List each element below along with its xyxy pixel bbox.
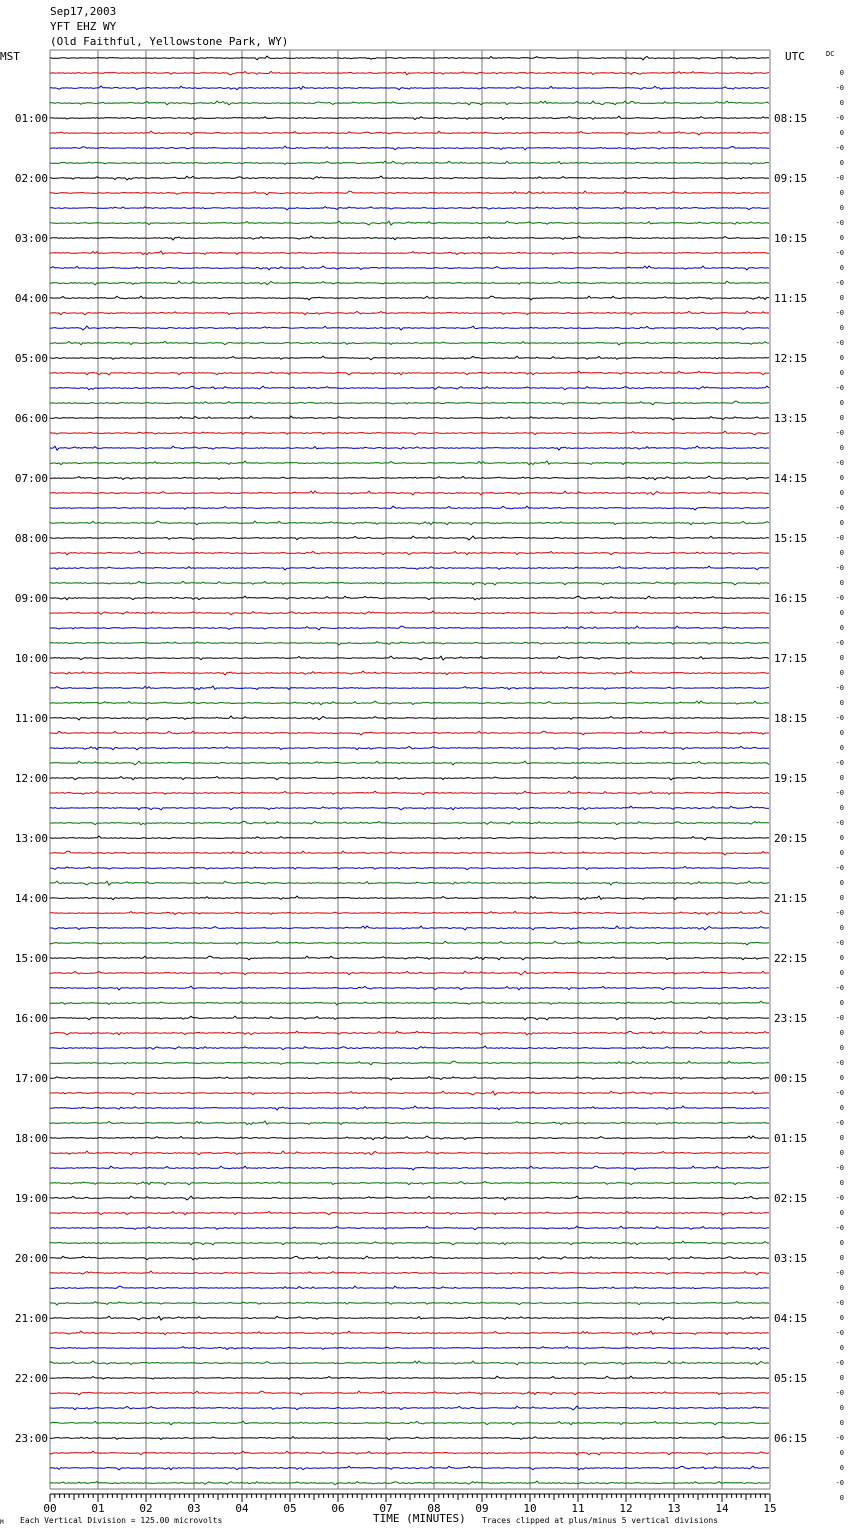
trace-line <box>50 446 769 450</box>
mst-hour-label: 05:00 <box>14 352 48 365</box>
dc-offset-value: -0 <box>835 1089 844 1097</box>
dc-offset-value: 0 <box>839 399 844 407</box>
dc-offset-value: 0 <box>839 414 844 422</box>
trace-line <box>50 431 769 435</box>
trace-line <box>50 1061 769 1065</box>
dc-offset-value: 0 <box>839 699 844 707</box>
trace-line <box>50 1106 769 1110</box>
trace-line <box>50 491 769 495</box>
trace-line <box>50 896 769 900</box>
dc-offset-value: 0 <box>839 729 844 737</box>
dc-offset-value: 0 <box>839 474 844 482</box>
x-tick-label: 02 <box>139 1502 153 1515</box>
dc-offset-value: -0 <box>835 1224 844 1232</box>
trace-line <box>50 386 769 390</box>
dc-offset-value: 0 <box>839 1149 844 1157</box>
trace-line <box>50 1301 769 1304</box>
trace-line <box>50 131 769 135</box>
dc-offset-value: -0 <box>835 759 844 767</box>
dc-offset-value: -0 <box>835 1194 844 1202</box>
utc-hour-label: 20:15 <box>774 832 808 845</box>
dc-offset-value: 0 <box>839 669 844 677</box>
dc-offset-value: 0 <box>839 1044 844 1052</box>
trace-line <box>50 146 769 150</box>
trace-line <box>50 207 769 210</box>
x-tick-label: 11 <box>571 1502 585 1515</box>
trace-line <box>50 266 769 270</box>
trace-line <box>50 986 769 990</box>
dc-offset-value: 0 <box>839 1284 844 1292</box>
dc-offset-value: 0 <box>839 549 844 557</box>
trace-line <box>50 1466 769 1470</box>
trace-line <box>50 1316 769 1320</box>
dc-offset-value: -0 <box>835 1299 844 1307</box>
dc-offset-value: 0 <box>839 579 844 587</box>
dc-offset-value: 0 <box>839 1029 844 1037</box>
dc-offset-value: 0 <box>839 489 844 497</box>
mst-hour-label: 23:00 <box>14 1432 48 1445</box>
trace-line <box>50 806 769 810</box>
dc-offset-value: 0 <box>839 954 844 962</box>
mst-hour-label: 01:00 <box>14 112 48 125</box>
trace-line <box>50 1226 769 1230</box>
trace-line <box>50 1361 769 1365</box>
trace-line <box>50 1121 769 1125</box>
dc-offset-value: -0 <box>835 639 844 647</box>
x-tick-label: 06 <box>331 1502 345 1515</box>
dc-offset-value: 0 <box>839 1134 844 1142</box>
dc-offset-value: 0 <box>839 924 844 932</box>
utc-hour-label: 12:15 <box>774 352 808 365</box>
dc-offset-value: 0 <box>839 519 844 527</box>
clip-note: Traces clipped at plus/minus 5 vertical divisions <box>482 1516 719 1525</box>
dc-offset-value: -0 <box>835 429 844 437</box>
mst-hour-label: 16:00 <box>14 1012 48 1025</box>
utc-hour-label: 02:15 <box>774 1192 808 1205</box>
dc-offset-value: -0 <box>835 819 844 827</box>
x-tick-label: 01 <box>91 1502 105 1515</box>
dc-offset-value: 0 <box>839 1074 844 1082</box>
trace-line <box>50 1421 769 1425</box>
dc-offset-value: 0 <box>839 849 844 857</box>
mst-hour-label: 13:00 <box>14 832 48 845</box>
utc-hour-label: 21:15 <box>774 892 808 905</box>
dc-offset-value: 0 <box>839 294 844 302</box>
trace-line <box>50 716 769 720</box>
trace-line <box>50 1001 769 1005</box>
utc-hour-label: 18:15 <box>774 712 808 725</box>
utc-hour-label: 00:15 <box>774 1072 808 1085</box>
dc-offset-value: 0 <box>839 804 844 812</box>
trace-line <box>50 536 769 540</box>
dc-offset-value: -0 <box>835 1479 844 1487</box>
trace-line <box>50 1136 769 1140</box>
dc-offset-value: -0 <box>835 864 844 872</box>
trace-line <box>50 311 769 315</box>
dc-offset-value: -0 <box>835 534 844 542</box>
dc-label: DC <box>826 50 835 58</box>
mst-hour-label: 11:00 <box>14 712 48 725</box>
dc-offset-value: 0 <box>839 1404 844 1412</box>
trace-line <box>50 101 769 105</box>
dc-offset-value: 0 <box>839 129 844 137</box>
dc-offset-value: -0 <box>835 594 844 602</box>
trace-line <box>50 821 769 825</box>
trace-line <box>50 926 769 930</box>
trace-line <box>50 656 769 660</box>
trace-line <box>50 1211 769 1214</box>
dc-offset-value: -0 <box>835 279 844 287</box>
dc-offset-value: -0 <box>835 1389 844 1397</box>
x-axis-title: TIME (MINUTES) <box>373 1512 466 1525</box>
dc-offset-value: 0 <box>839 1314 844 1322</box>
dc-offset-value: -0 <box>835 1014 844 1022</box>
dc-offset-value: -0 <box>835 144 844 152</box>
dc-offset-value: -0 <box>835 339 844 347</box>
utc-hour-label: 04:15 <box>774 1312 808 1325</box>
trace-line <box>50 1077 769 1080</box>
x-tick-label: 10 <box>523 1502 537 1515</box>
trace-line <box>50 671 769 675</box>
x-tick-label: 15 <box>763 1502 777 1515</box>
station-code: YFT EHZ WY <box>50 20 117 33</box>
dc-offset-value: 0 <box>839 1104 844 1112</box>
dc-offset-value: -0 <box>835 1164 844 1172</box>
trace-line <box>50 56 769 60</box>
trace-line <box>50 566 769 570</box>
trace-line <box>50 1046 769 1050</box>
mst-hour-label: 20:00 <box>14 1252 48 1265</box>
dc-offset-value: 0 <box>839 624 844 632</box>
left-zone-label: MST <box>0 50 20 63</box>
trace-line <box>50 356 769 360</box>
dc-offset-value: 0 <box>839 834 844 842</box>
dc-offset-value: 0 <box>839 609 844 617</box>
right-zone-label: UTC <box>785 50 805 63</box>
dc-offset-value: 0 <box>839 1209 844 1217</box>
mst-hour-label: 12:00 <box>14 772 48 785</box>
mst-hour-label: 09:00 <box>14 592 48 605</box>
trace-line <box>50 866 769 869</box>
dc-offset-value: 0 <box>839 99 844 107</box>
x-tick-label: 04 <box>235 1502 249 1515</box>
dc-offset-value: 0 <box>839 1419 844 1427</box>
dc-offset-value: 0 <box>839 189 844 197</box>
trace-line <box>50 761 769 765</box>
trace-line <box>50 836 769 840</box>
trace-line <box>50 1151 769 1155</box>
trace-line <box>50 956 769 960</box>
dc-offset-value: -0 <box>835 1269 844 1277</box>
trace-line <box>50 851 769 855</box>
dc-offset-value: 0 <box>839 894 844 902</box>
trace-line <box>50 1391 769 1395</box>
dc-offset-value: 0 <box>839 999 844 1007</box>
dc-offset-value: -0 <box>835 459 844 467</box>
trace-line <box>50 176 769 180</box>
dc-offset-value: -0 <box>835 1329 844 1337</box>
utc-hour-label: 19:15 <box>774 772 808 785</box>
mst-hour-label: 07:00 <box>14 472 48 485</box>
dc-offset-value: 0 <box>839 369 844 377</box>
trace-line <box>50 1481 769 1485</box>
trace-line <box>50 341 769 344</box>
dc-offset-value: 0 <box>839 744 844 752</box>
x-tick-label: 13 <box>667 1502 681 1515</box>
trace-line <box>50 416 769 420</box>
corner-mark: M <box>0 1519 4 1526</box>
dc-offset-value: 0 <box>839 159 844 167</box>
mst-hour-label: 19:00 <box>14 1192 48 1205</box>
trace-line <box>50 71 769 74</box>
dc-offset-value: 0 <box>839 1374 844 1382</box>
utc-hour-label: 15:15 <box>774 532 808 545</box>
trace-line <box>50 1241 769 1245</box>
record-date: Sep17,2003 <box>50 5 117 18</box>
trace-line <box>50 1451 769 1455</box>
trace-line <box>50 521 769 525</box>
trace-line <box>50 116 769 119</box>
dc-offset-value: -0 <box>835 84 844 92</box>
trace-line <box>50 941 769 945</box>
mst-hour-label: 10:00 <box>14 652 48 665</box>
utc-hour-label: 01:15 <box>774 1132 808 1145</box>
trace-line <box>50 746 769 749</box>
trace-line <box>50 911 769 915</box>
dc-offset-value: -0 <box>835 714 844 722</box>
dc-offset-value: -0 <box>835 684 844 692</box>
dc-offset-value: -0 <box>835 174 844 182</box>
dc-offset-value: 0 <box>839 1344 844 1352</box>
mst-hour-label: 02:00 <box>14 172 48 185</box>
mst-hour-label: 15:00 <box>14 952 48 965</box>
trace-line <box>50 626 769 630</box>
trace-line <box>50 1406 769 1410</box>
dc-offset-value: -0 <box>835 984 844 992</box>
dc-offset-value: -0 <box>835 504 844 512</box>
trace-line <box>50 971 769 975</box>
trace-line <box>50 1091 769 1095</box>
mst-hour-label: 04:00 <box>14 292 48 305</box>
trace-line <box>50 1346 769 1349</box>
dc-offset-value: 0 <box>839 654 844 662</box>
scale-note: Each Vertical Division = 125.00 microvolts <box>20 1516 223 1525</box>
x-tick-label: 08 <box>427 1502 441 1515</box>
mst-hour-label: 21:00 <box>14 1312 48 1325</box>
utc-hour-label: 16:15 <box>774 592 808 605</box>
mst-hour-label: 08:00 <box>14 532 48 545</box>
utc-hour-label: 11:15 <box>774 292 808 305</box>
dc-offset-value: 0 <box>839 879 844 887</box>
trace-line <box>50 1181 769 1184</box>
dc-offset-value: -0 <box>835 1434 844 1442</box>
dc-offset-value: -0 <box>835 564 844 572</box>
trace-line <box>50 221 769 225</box>
trace-line <box>50 1436 769 1439</box>
utc-hour-label: 09:15 <box>774 172 808 185</box>
x-tick-label: 05 <box>283 1502 297 1515</box>
dc-offset-value: 0 <box>839 1494 844 1502</box>
x-tick-label: 09 <box>475 1502 489 1515</box>
dc-offset-value: -0 <box>835 1119 844 1127</box>
trace-line <box>50 1256 769 1260</box>
dc-offset-value: -0 <box>835 939 844 947</box>
dc-offset-value: -0 <box>835 384 844 392</box>
dc-offset-value: 0 <box>839 354 844 362</box>
utc-hour-label: 03:15 <box>774 1252 808 1265</box>
utc-hour-label: 10:15 <box>774 232 808 245</box>
trace-line <box>50 611 769 615</box>
dc-offset-value: 0 <box>839 774 844 782</box>
dc-offset-value: 0 <box>839 324 844 332</box>
trace-line <box>50 881 769 885</box>
trace-line <box>50 1271 769 1275</box>
mst-hour-label: 22:00 <box>14 1372 48 1385</box>
trace-line <box>50 731 769 735</box>
trace-line <box>50 1376 769 1379</box>
dc-offset-value: 0 <box>839 444 844 452</box>
dc-offset-value: 0 <box>839 1464 844 1472</box>
dc-offset-value: 0 <box>839 1179 844 1187</box>
dc-offset-value: -0 <box>835 249 844 257</box>
mst-hour-label: 14:00 <box>14 892 48 905</box>
trace-line <box>50 701 769 705</box>
trace-line <box>50 596 769 600</box>
trace-line <box>50 776 769 779</box>
trace-line <box>50 791 769 795</box>
trace-line <box>50 191 769 195</box>
dc-offset-value: -0 <box>835 219 844 227</box>
trace-line <box>50 1331 769 1335</box>
trace-line <box>50 1166 769 1170</box>
trace-line <box>50 371 769 375</box>
trace-line <box>50 1286 769 1289</box>
x-tick-label: 14 <box>715 1502 729 1515</box>
dc-offset-value: 0 <box>839 69 844 77</box>
trace-line <box>50 1196 769 1200</box>
utc-hour-label: 06:15 <box>774 1432 808 1445</box>
dc-offset-value: -0 <box>835 789 844 797</box>
dc-offset-value: 0 <box>839 969 844 977</box>
utc-hour-label: 05:15 <box>774 1372 808 1385</box>
utc-hour-label: 14:15 <box>774 472 808 485</box>
dc-offset-value: 0 <box>839 264 844 272</box>
utc-hour-label: 17:15 <box>774 652 808 665</box>
trace-line <box>50 476 769 480</box>
trace-line <box>50 1031 769 1035</box>
dc-offset-value: 0 <box>839 204 844 212</box>
trace-line <box>50 581 769 585</box>
trace-line <box>50 401 769 405</box>
mst-hour-label: 17:00 <box>14 1072 48 1085</box>
trace-line <box>50 236 769 240</box>
trace-line <box>50 86 769 90</box>
x-tick-label: 00 <box>43 1502 57 1515</box>
mst-hour-label: 06:00 <box>14 412 48 425</box>
x-tick-label: 03 <box>187 1502 201 1515</box>
station-location: (Old Faithful, Yellowstone Park, WY) <box>50 35 289 48</box>
trace-line <box>50 1016 769 1020</box>
x-tick-label: 12 <box>619 1502 633 1515</box>
trace-line <box>50 461 769 465</box>
mst-hour-label: 18:00 <box>14 1132 48 1145</box>
trace-line <box>50 281 769 285</box>
dc-offset-value: -0 <box>835 1059 844 1067</box>
trace-line <box>50 251 769 255</box>
trace-line <box>50 686 769 690</box>
dc-offset-value: -0 <box>835 309 844 317</box>
utc-hour-label: 23:15 <box>774 1012 808 1025</box>
x-tick-label: 07 <box>379 1502 393 1515</box>
dc-offset-value: 0 <box>839 1239 844 1247</box>
trace-line <box>50 642 769 645</box>
utc-hour-label: 22:15 <box>774 952 808 965</box>
dc-offset-value: 0 <box>839 1449 844 1457</box>
dc-offset-value: 0 <box>839 234 844 242</box>
trace-line <box>50 326 769 330</box>
mst-hour-label: 03:00 <box>14 232 48 245</box>
utc-hour-label: 08:15 <box>774 112 808 125</box>
dc-offset-value: -0 <box>835 114 844 122</box>
trace-line <box>50 551 769 555</box>
dc-offset-value: -0 <box>835 909 844 917</box>
dc-offset-value: -0 <box>835 1359 844 1367</box>
trace-line <box>50 506 769 510</box>
trace-line <box>50 161 769 164</box>
utc-hour-label: 13:15 <box>774 412 808 425</box>
dc-offset-value: 0 <box>839 1254 844 1262</box>
trace-line <box>50 296 769 300</box>
